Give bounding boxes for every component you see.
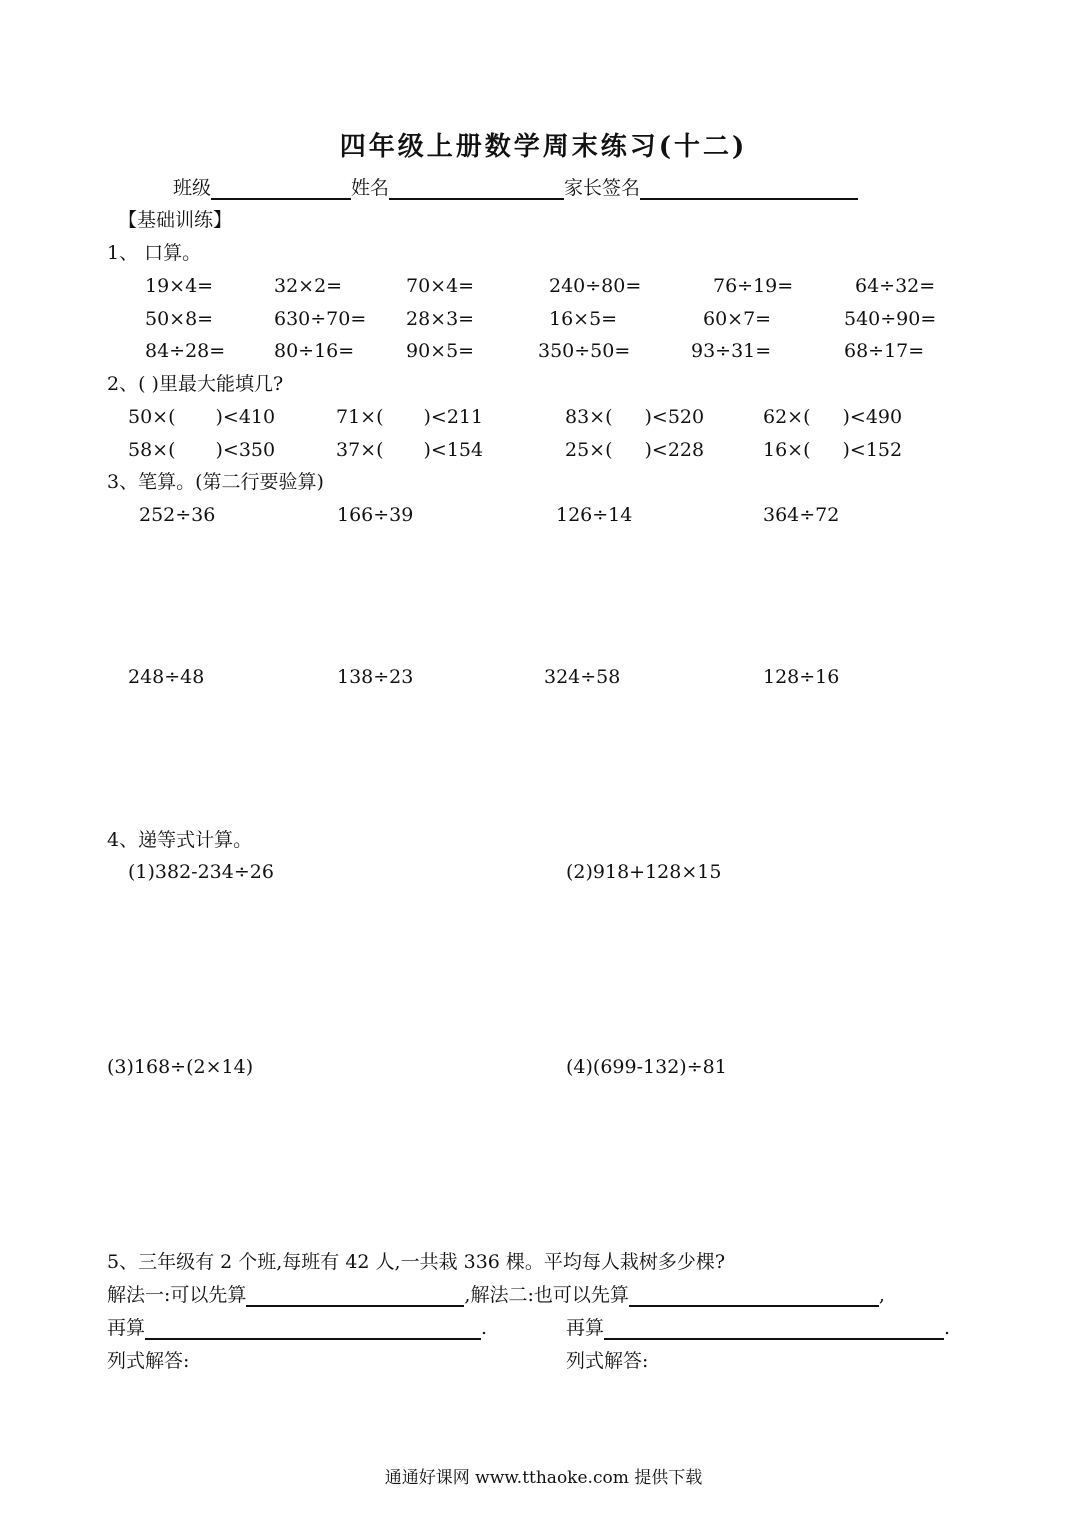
parent-signature-field[interactable] xyxy=(640,178,858,200)
q4-item: (1)382-234÷26 xyxy=(128,861,274,883)
q3-item: 126÷14 xyxy=(556,504,633,526)
answer-label-2: 列式解答: xyxy=(566,1350,649,1372)
q1-item: 16×5= xyxy=(549,308,618,330)
q2-item: 71×( )<211 xyxy=(336,406,484,428)
q1-item: 50×8= xyxy=(145,308,214,330)
q3-item: 128÷16 xyxy=(763,666,840,688)
q1-item: 80÷16= xyxy=(274,340,355,362)
method2-field[interactable] xyxy=(629,1285,879,1307)
q5-then-row-2: 再算 . xyxy=(566,1317,951,1339)
then-field-2[interactable] xyxy=(604,1318,944,1340)
q3-item: 248÷48 xyxy=(128,666,205,688)
q1-item: 84÷28= xyxy=(145,340,226,362)
parent-signature-label: 家长签名 xyxy=(564,177,641,199)
q3-item: 324÷58 xyxy=(544,666,621,688)
q5-then-row-1: 再算 . xyxy=(107,1317,488,1339)
method1-field[interactable] xyxy=(246,1285,464,1307)
q1-item: 60×7= xyxy=(703,308,772,330)
then-label-1: 再算 xyxy=(107,1317,146,1339)
method2-label: ,解法二:也可以先算 xyxy=(464,1284,629,1306)
q3-item: 138÷23 xyxy=(337,666,414,688)
q3-item: 166÷39 xyxy=(337,504,414,526)
q1-item: 90×5= xyxy=(406,340,475,362)
q1-item: 540÷90= xyxy=(844,308,937,330)
q2-item: 83×( )<520 xyxy=(565,406,705,428)
q4-item: (4)(699-132)÷81 xyxy=(566,1056,727,1078)
q1-item: 19×4= xyxy=(145,275,214,297)
q1-item: 68÷17= xyxy=(844,340,925,362)
q2-item: 37×( )<154 xyxy=(336,439,484,461)
q1-item: 350÷50= xyxy=(538,340,631,362)
then-label-2: 再算 xyxy=(566,1317,605,1339)
q2-item: 25×( )<228 xyxy=(565,439,705,461)
name-field[interactable] xyxy=(389,178,564,200)
then-field-1[interactable] xyxy=(145,1318,481,1340)
q3-item: 364÷72 xyxy=(763,504,840,526)
q5-method-row: 解法一:可以先算 ,解法二:也可以先算 , xyxy=(107,1284,885,1306)
q3-title: 3、笔算。(第二行要验算) xyxy=(107,471,324,493)
name-label: 姓名 xyxy=(351,177,390,199)
q2-item: 50×( )<410 xyxy=(128,406,276,428)
method1-label: 解法一:可以先算 xyxy=(107,1284,247,1306)
class-label: 班级 xyxy=(173,177,212,199)
page-title: 四年级上册数学周末练习(十二) xyxy=(339,132,748,162)
q3-item: 252÷36 xyxy=(139,504,216,526)
q4-title: 4、递等式计算。 xyxy=(107,829,253,851)
q5-title: 5、三年级有 2 个班,每班有 42 人,一共栽 336 棵。平均每人栽树多少棵? xyxy=(107,1251,726,1273)
q1-item: 70×4= xyxy=(406,275,475,297)
q4-item: (2)918+128×15 xyxy=(566,861,722,883)
q2-title: 2、( )里最大能填几? xyxy=(107,373,284,395)
q2-item: 16×( )<152 xyxy=(763,439,903,461)
footer-text: 通通好课网 www.tthaoke.com 提供下载 xyxy=(384,1468,703,1488)
answer-label-1: 列式解答: xyxy=(107,1350,190,1372)
q1-item: 240÷80= xyxy=(549,275,642,297)
q2-item: 62×( )<490 xyxy=(763,406,903,428)
q1-item: 630÷70= xyxy=(274,308,367,330)
q1-item: 28×3= xyxy=(406,308,475,330)
q1-item: 76÷19= xyxy=(713,275,794,297)
section-heading: 【基础训练】 xyxy=(118,209,233,231)
q1-item: 64÷32= xyxy=(855,275,936,297)
q1-title: 1、 口算。 xyxy=(107,242,202,264)
class-field[interactable] xyxy=(211,178,351,200)
q1-item: 32×2= xyxy=(274,275,343,297)
q1-item: 93÷31= xyxy=(691,340,772,362)
q4-item: (3)168÷(2×14) xyxy=(107,1056,254,1078)
q2-item: 58×( )<350 xyxy=(128,439,276,461)
student-info-header xyxy=(173,176,858,200)
